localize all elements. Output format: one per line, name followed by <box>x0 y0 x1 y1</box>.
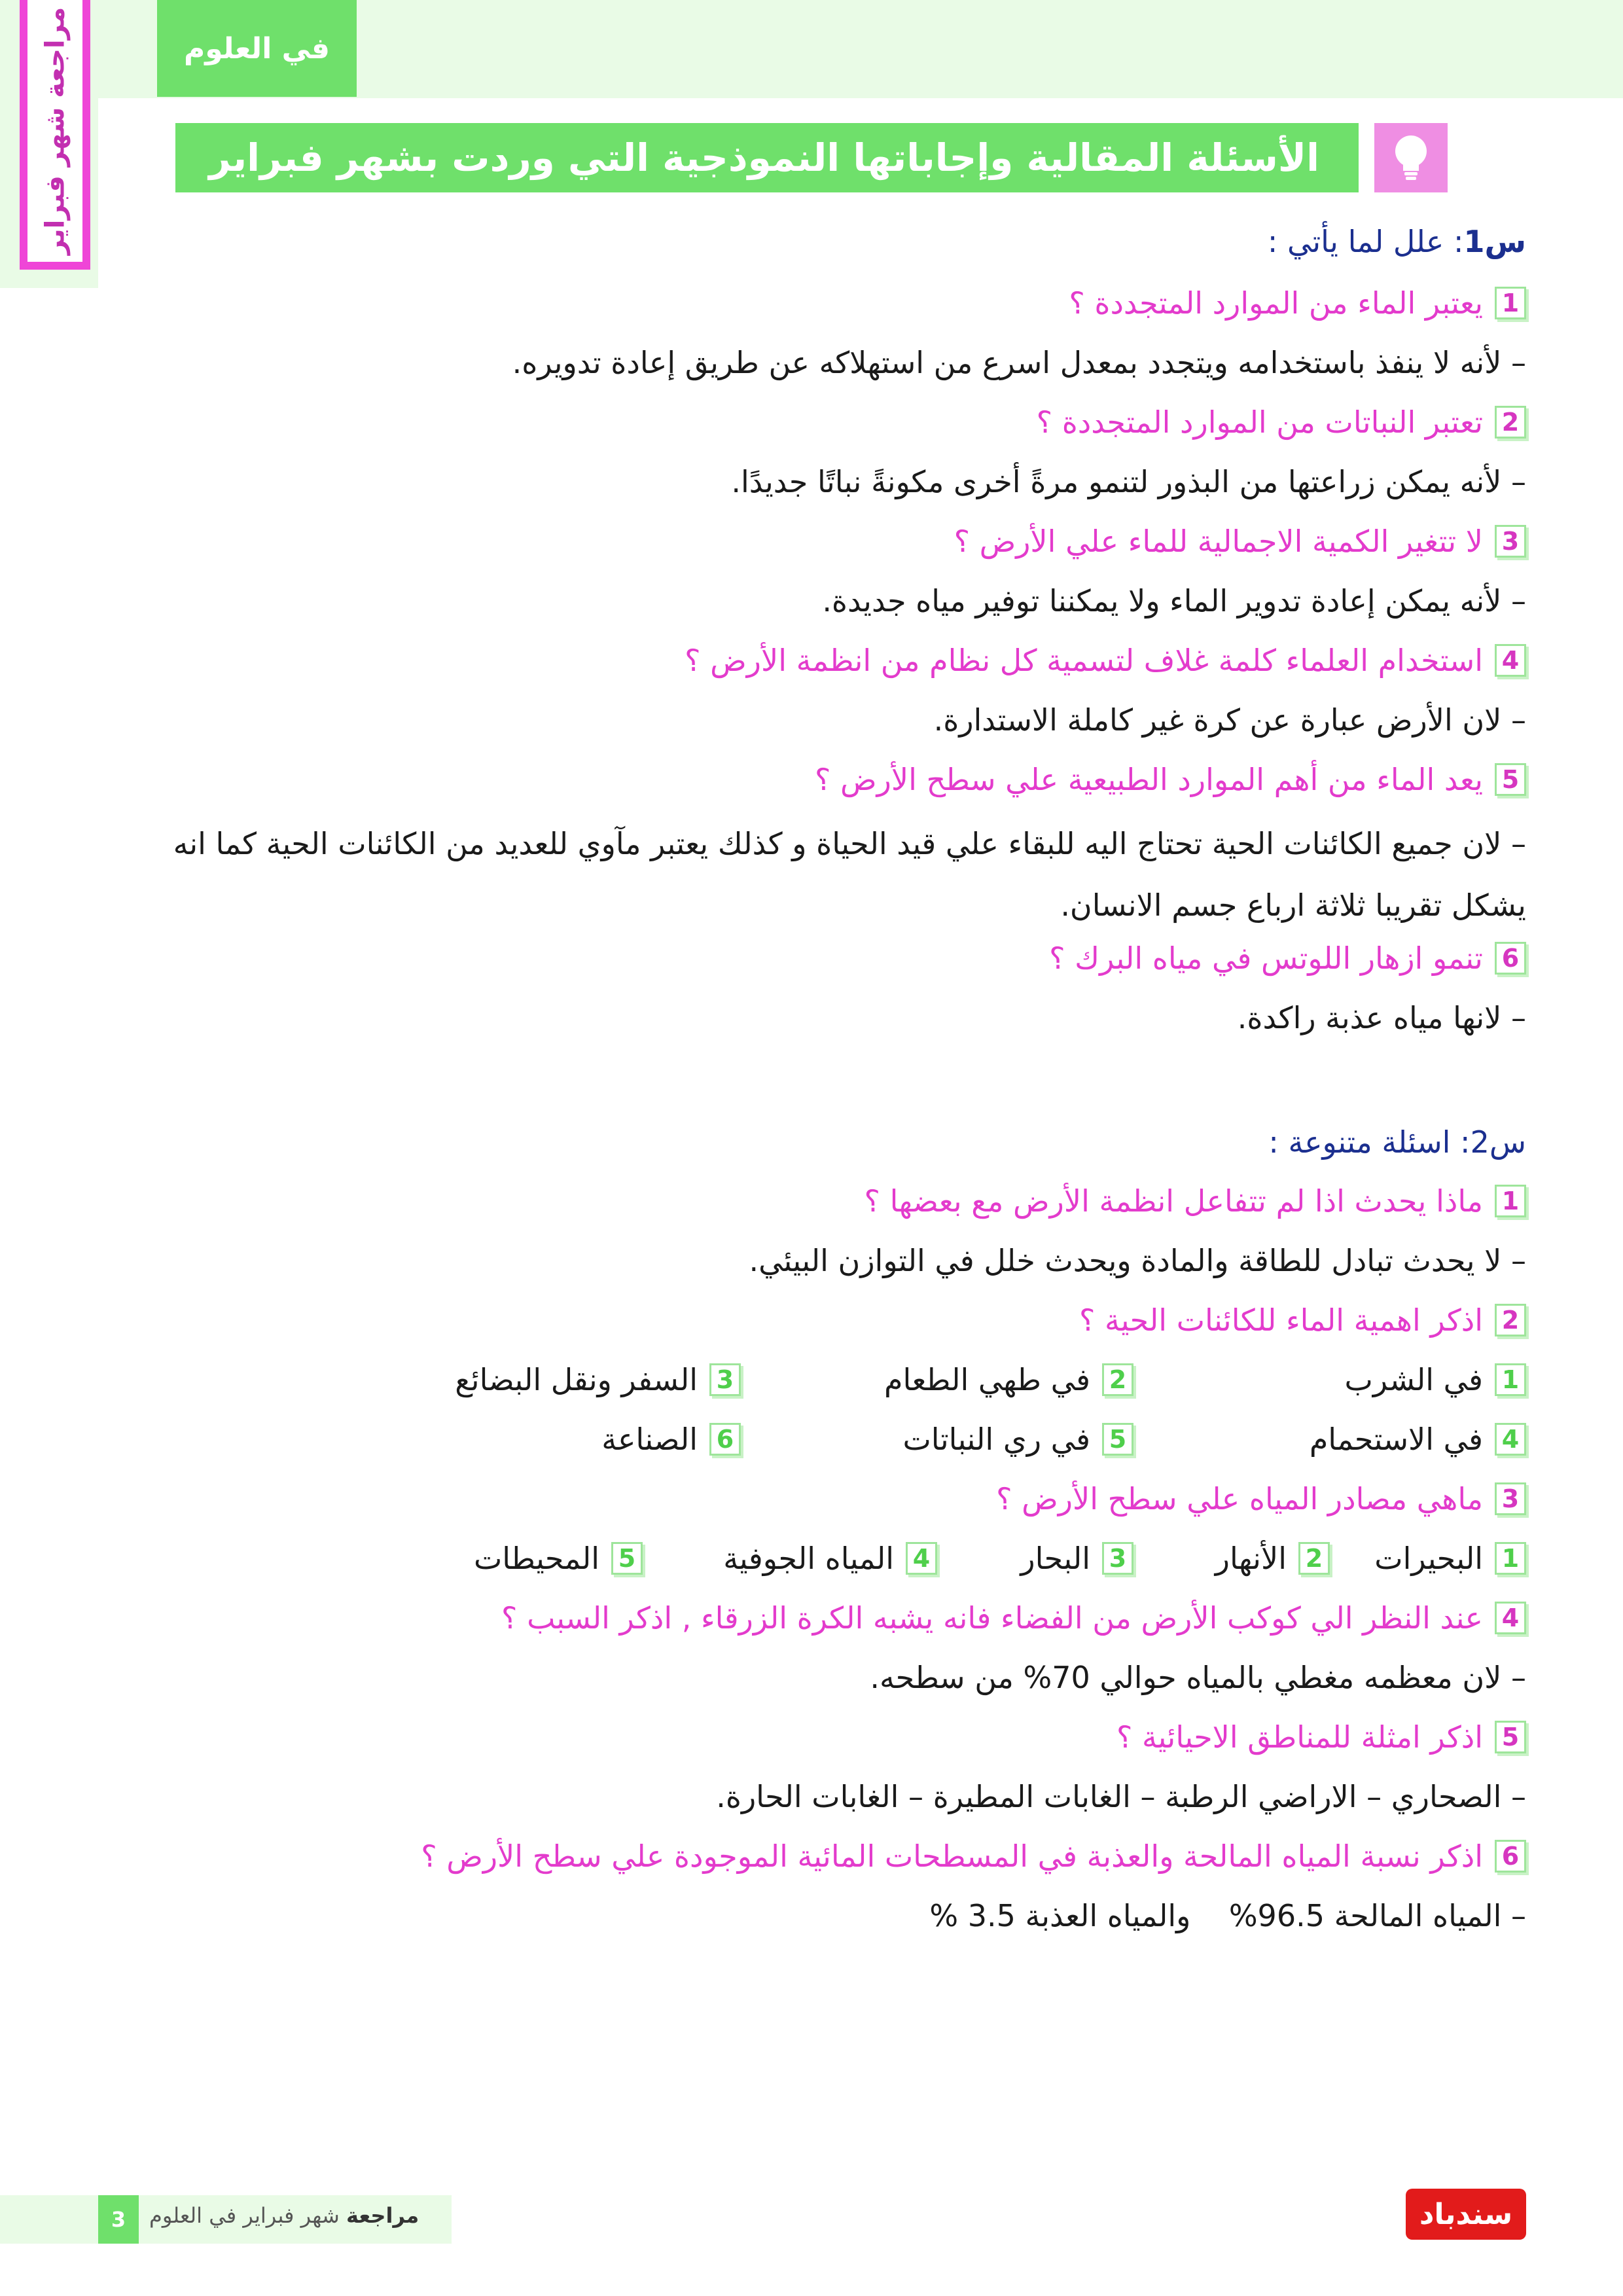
option-text: المياه الجوفية <box>723 1541 894 1576</box>
s1-question-3 <box>954 524 1526 559</box>
s2-answer-1: – لا يحدث تبادل للطاقة والمادة ويحدث خلل في التوازن البيئي. <box>749 1243 1526 1278</box>
footer-text-bold: مراجعة <box>346 2203 419 2228</box>
s1-question-1 <box>1069 285 1526 321</box>
s2-answer-4: – لان معظمه مغطي بالمياه حوالي 70% من سطحه. <box>870 1660 1526 1695</box>
question-number: 3 <box>1495 525 1526 558</box>
question-text: لا تتغير الكمية الاجمالية للماء علي الأرض ؟ <box>954 524 1483 559</box>
option-text: المحيطات <box>473 1541 599 1576</box>
question-text: عند النظر الي كوكب الأرض من الفضاء فانه يشبه الكرة الزرقاء , اذكر السبب ؟ <box>501 1600 1483 1636</box>
question-number: 6 <box>1495 942 1526 975</box>
brand-logo <box>1406 2189 1526 2240</box>
footer-text <box>149 2203 419 2228</box>
s2-question-1 <box>865 1183 1526 1219</box>
s2-question-6 <box>421 1839 1526 1874</box>
question-text: اذكر اهمية الماء للكائنات الحية ؟ <box>1079 1302 1483 1338</box>
option-text: البحار <box>1020 1541 1090 1576</box>
s1-question-2 <box>1037 404 1526 440</box>
option-number: 2 <box>1102 1363 1133 1396</box>
s2-q2-option-2 <box>884 1362 1133 1397</box>
question-number: 5 <box>1495 763 1526 796</box>
option-number: 5 <box>1102 1423 1133 1456</box>
option-number: 5 <box>611 1542 643 1575</box>
section1-label: س1 <box>1463 224 1526 259</box>
question-number: 1 <box>1495 1185 1526 1217</box>
s2-q3-option-5 <box>474 1541 643 1576</box>
s2-q3-option-3 <box>1020 1541 1133 1576</box>
s1-answer-5: – لان جميع الكائنات الحية تحتاج اليه للبقاء علي قيد الحياة و كذلك يعتبر مآوي للعديد من الكائنات الحية كما انه يشكل تقريبا ثلاثة ارباع جسم الانسان. <box>173 826 1526 923</box>
s2-q2-option-1 <box>1345 1362 1526 1397</box>
option-number: 6 <box>709 1423 741 1456</box>
option-number: 1 <box>1495 1542 1526 1575</box>
option-text: الأنهار <box>1215 1541 1287 1576</box>
question-text: استخدام العلماء كلمة غلاف لتسمية كل نظام من انظمة الأرض ؟ <box>685 643 1483 678</box>
s1-question-5 <box>815 762 1526 797</box>
question-number: 3 <box>1495 1482 1526 1515</box>
s1-answer-3: – لأنه يمكن إعادة تدوير الماء ولا يمكننا توفير مياه جديدة. <box>822 583 1526 619</box>
option-number: 2 <box>1298 1542 1330 1575</box>
lightbulb-icon <box>1390 132 1432 184</box>
subject-tab <box>157 0 357 97</box>
s2-question-2 <box>1079 1302 1526 1338</box>
option-text: في الاستحمام <box>1309 1422 1483 1457</box>
sidebar-label: مراجعة شهر فبراير <box>40 7 71 255</box>
option-number: 4 <box>906 1542 937 1575</box>
question-text: ماذا يحدث اذا لم تتفاعل انظمة الأرض مع بعضها ؟ <box>864 1183 1483 1219</box>
s2-q2-option-5 <box>903 1422 1134 1457</box>
s2-question-4 <box>501 1600 1526 1636</box>
option-text: في طهي الطعام <box>884 1362 1090 1397</box>
s2-q3-option-1 <box>1374 1541 1526 1576</box>
option-text: البحيرات <box>1374 1541 1483 1576</box>
question-text: يعتبر الماء من الموارد المتجددة ؟ <box>1069 285 1483 321</box>
option-number: 3 <box>1102 1542 1133 1575</box>
s2-q2-option-6 <box>601 1422 741 1457</box>
s1-answer-6: – لانها مياه عذبة راكدة. <box>1237 1000 1526 1035</box>
question-text: تعتبر النباتات من الموارد المتجددة ؟ <box>1036 404 1483 440</box>
s2-q3-option-4 <box>723 1541 937 1576</box>
s2-question-3 <box>996 1481 1526 1516</box>
s1-answer-4: – لان الأرض عبارة عن كرة غير كاملة الاستدارة. <box>933 702 1526 738</box>
option-text: السفر ونقل البضائع <box>455 1362 698 1397</box>
brand-name: سندباد <box>1419 2197 1513 2231</box>
option-text: في الشرب <box>1344 1362 1483 1397</box>
question-number: 1 <box>1495 287 1526 319</box>
question-number: 5 <box>1495 1721 1526 1753</box>
s1-question-4 <box>685 643 1526 678</box>
subject-label: في العلوم <box>184 31 330 65</box>
s2-q3-option-2 <box>1215 1541 1330 1576</box>
sidebar-tab <box>20 0 90 270</box>
question-number: 6 <box>1495 1840 1526 1873</box>
page-title-bar <box>175 123 1359 192</box>
question-text: اذكر امثلة للمناطق الاحيائية ؟ <box>1116 1719 1483 1755</box>
s2-q2-option-4 <box>1310 1422 1526 1457</box>
option-number: 3 <box>709 1363 741 1396</box>
section1-heading-text: : علل لما يأتي : <box>1267 224 1464 259</box>
s2-q2-option-3 <box>455 1362 741 1397</box>
question-number: 2 <box>1495 406 1526 439</box>
page-number: 3 <box>98 2195 139 2244</box>
question-number: 4 <box>1495 1602 1526 1634</box>
s1-answer-1: – لأنه لا ينفذ باستخدامه ويتجدد بمعدل اسرع من استهلاكه عن طريق إعادة تدويره. <box>512 345 1526 380</box>
s1-answer-2: – لأنه يمكن زراعتها من البذور لتنمو مرةً أخرى مكونةً نباتًا جديدًا. <box>731 464 1526 499</box>
section1-heading <box>1268 224 1526 259</box>
question-number: 2 <box>1495 1304 1526 1336</box>
question-text: اذكر نسبة المياه المالحة والعذبة في المسطحات المائية الموجودة علي سطح الأرض ؟ <box>421 1839 1483 1874</box>
s2-answer-5: – الصحاري – الاراضي الرطبة – الغابات المطيرة – الغابات الحارة. <box>716 1779 1526 1814</box>
s1-question-6 <box>1049 941 1526 976</box>
question-text: ماهي مصادر المياه علي سطح الأرض ؟ <box>996 1481 1483 1516</box>
page-title: الأسئلة المقالية وإجاباتها النموذجية التي وردت بشهر فبراير <box>209 135 1319 180</box>
lightbulb-box <box>1374 123 1448 192</box>
section2-heading: س2: اسئلة متنوعة : <box>1268 1124 1526 1160</box>
option-text: الصناعة <box>601 1422 698 1457</box>
question-number: 4 <box>1495 644 1526 677</box>
option-number: 4 <box>1495 1423 1526 1456</box>
option-number: 1 <box>1495 1363 1526 1396</box>
option-text: في ري النباتات <box>902 1422 1090 1457</box>
s2-question-5 <box>1116 1719 1526 1755</box>
question-text: تنمو ازهار اللوتس في مياه البرك ؟ <box>1049 941 1483 976</box>
footer-text-rest: شهر فبراير في العلوم <box>149 2203 346 2228</box>
s2-answer-6: – المياه المالحة 96.5% والمياه العذبة 3.5 % <box>929 1898 1526 1933</box>
question-text: يعد الماء من أهم الموارد الطبيعية علي سطح الأرض ؟ <box>815 762 1483 797</box>
